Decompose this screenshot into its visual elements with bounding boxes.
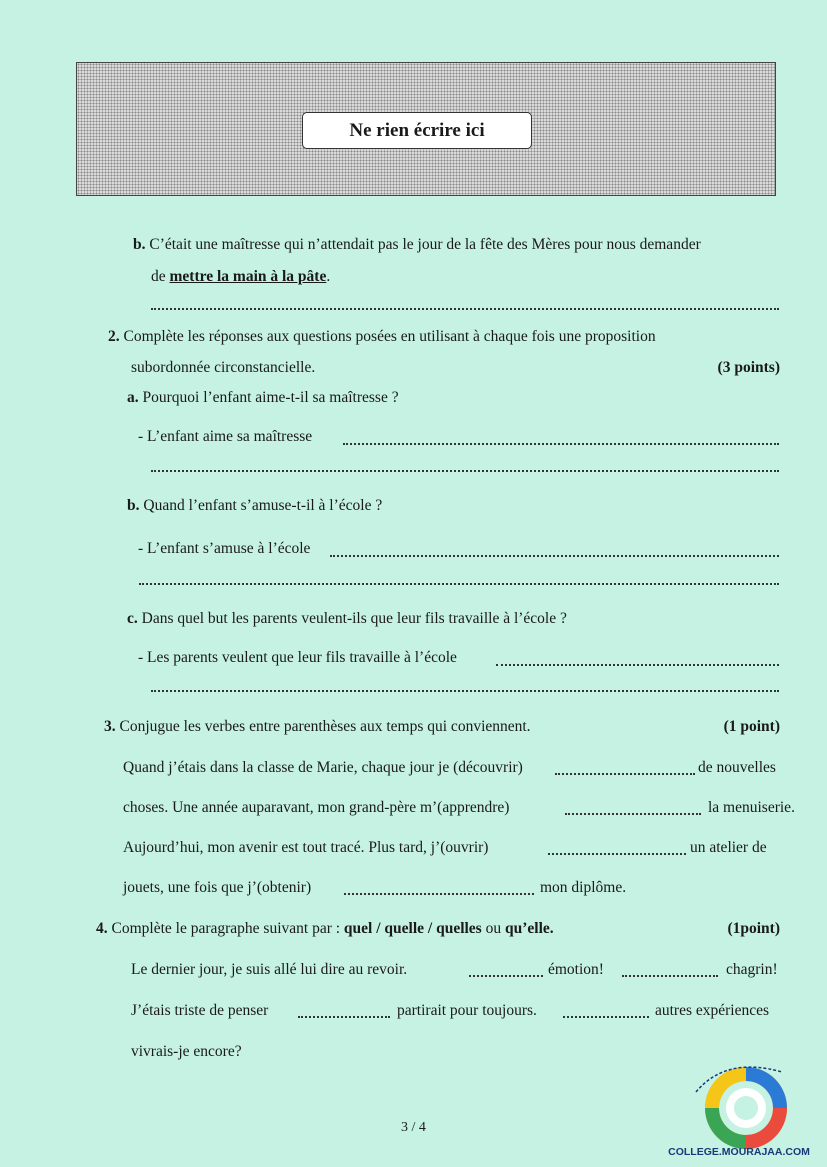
q4-last-option: qu’elle. xyxy=(504,920,554,937)
q3-text-4b: mon diplôme. xyxy=(540,879,627,896)
q3-instruction: Conjugue les verbes entre parenthèses aux temps qui conviennent. xyxy=(119,718,531,735)
q3-text-4a: jouets, une fois que j’(obtenir) xyxy=(123,879,312,896)
q2a-answer-start: - L’enfant aime sa maîtresse xyxy=(138,428,313,445)
q3-instruction-line xyxy=(104,718,531,736)
q2c-question: Dans quel but les parents veulent-ils que leur fils travaille à l’école ? xyxy=(141,610,567,627)
q3-text-1a: Quand j’étais dans la classe de Marie, chaque jour je (découvrir) xyxy=(123,759,523,776)
blank-q4-3[interactable] xyxy=(298,1016,390,1018)
q2-instruction-2: subordonnée circonstancielle. xyxy=(131,359,316,376)
q3-text-3b: un atelier de xyxy=(690,839,767,856)
q3-points: (1 point) xyxy=(723,718,780,735)
q3-text-2b: la menuiserie. xyxy=(708,799,795,816)
q4-options: quel / quelle / quelles xyxy=(343,920,482,937)
answer-line-q2c-1[interactable] xyxy=(496,664,779,666)
q2c-marker: c. xyxy=(127,610,138,627)
answer-line-q2a-1[interactable] xyxy=(343,443,779,445)
q2-instruction-1: Complète les réponses aux questions posées en utilisant à chaque fois une proposition xyxy=(123,328,656,345)
blank-ouvrir[interactable] xyxy=(548,853,686,855)
q2-points: (3 points) xyxy=(717,359,780,376)
q3-text-1b: de nouvelles xyxy=(698,759,776,776)
item-b-text-2-suffix: . xyxy=(326,268,331,285)
reserved-area-label: Ne rien écrire ici xyxy=(302,112,532,149)
q2b-question: Quand l’enfant s’amuse-t-il à l’école ? xyxy=(143,497,383,514)
q4-or: ou xyxy=(481,920,505,937)
item-b-line-2 xyxy=(151,268,330,286)
q4-instruction-line xyxy=(96,920,554,938)
q4-text-1b: émotion! xyxy=(548,961,604,978)
answer-line-q2a-2[interactable] xyxy=(151,470,779,472)
q2b-answer-start: - L’enfant s’amuse à l’école xyxy=(138,540,311,557)
q4-text-2a: J’étais triste de penser xyxy=(131,1002,269,1019)
answer-line-q2b-1[interactable] xyxy=(330,555,779,557)
q2b-marker: b. xyxy=(127,497,140,514)
blank-decouvrir[interactable] xyxy=(555,773,695,775)
page-number: 3 / 4 xyxy=(401,1120,426,1135)
q4-instruction-prefix: Complète le paragraphe suivant par : xyxy=(111,920,344,937)
answer-line-q2c-2[interactable] xyxy=(151,690,779,692)
q2-number: 2. xyxy=(108,328,120,345)
q3-text-2a: choses. Une année auparavant, mon grand-père m’(apprendre) xyxy=(123,799,510,816)
blank-q4-4[interactable] xyxy=(563,1016,649,1018)
q4-text-2b: partirait pour toujours. xyxy=(397,1002,537,1019)
item-b-expression: mettre la main à la pâte xyxy=(169,268,327,285)
item-b-text-2-prefix: de xyxy=(151,268,170,285)
q4-text-1c: chagrin! xyxy=(726,961,778,978)
site-url: COLLEGE.MOURAJAA.COM xyxy=(668,1146,810,1158)
item-b-text-1: C’était une maîtresse qui n’attendait pas le jour de la fête des Mères pour nous demander xyxy=(149,236,701,253)
q3-number: 3. xyxy=(104,718,116,735)
q3-text-3a: Aujourd’hui, mon avenir est tout tracé. Plus tard, j’(ouvrir) xyxy=(123,839,489,856)
answer-line-q2b-2[interactable] xyxy=(139,583,779,585)
item-b-marker: b. xyxy=(133,236,146,253)
q4-text-2c: autres expériences xyxy=(655,1002,770,1019)
q4-number: 4. xyxy=(96,920,108,937)
answer-line-item-b[interactable] xyxy=(151,308,779,310)
q2c-question-line xyxy=(127,610,567,628)
q2a-question-line xyxy=(127,389,399,407)
q2c-answer-start: - Les parents veulent que leur fils travaille à l’école xyxy=(138,649,457,666)
q4-text-3: vivrais-je encore? xyxy=(131,1043,242,1060)
q4-text-1a: Le dernier jour, je suis allé lui dire au revoir. xyxy=(131,961,408,978)
blank-q4-1[interactable] xyxy=(469,975,543,977)
q2b-question-line xyxy=(127,497,382,515)
q2a-marker: a. xyxy=(127,389,139,406)
blank-apprendre[interactable] xyxy=(565,813,701,815)
q2a-question: Pourquoi l’enfant aime-t-il sa maîtresse ? xyxy=(142,389,399,406)
blank-q4-2[interactable] xyxy=(622,975,718,977)
item-b-line-1 xyxy=(133,236,701,254)
q4-points: (1point) xyxy=(727,920,780,937)
q2-instruction-line-1 xyxy=(108,328,656,346)
blank-obtenir[interactable] xyxy=(344,893,534,895)
